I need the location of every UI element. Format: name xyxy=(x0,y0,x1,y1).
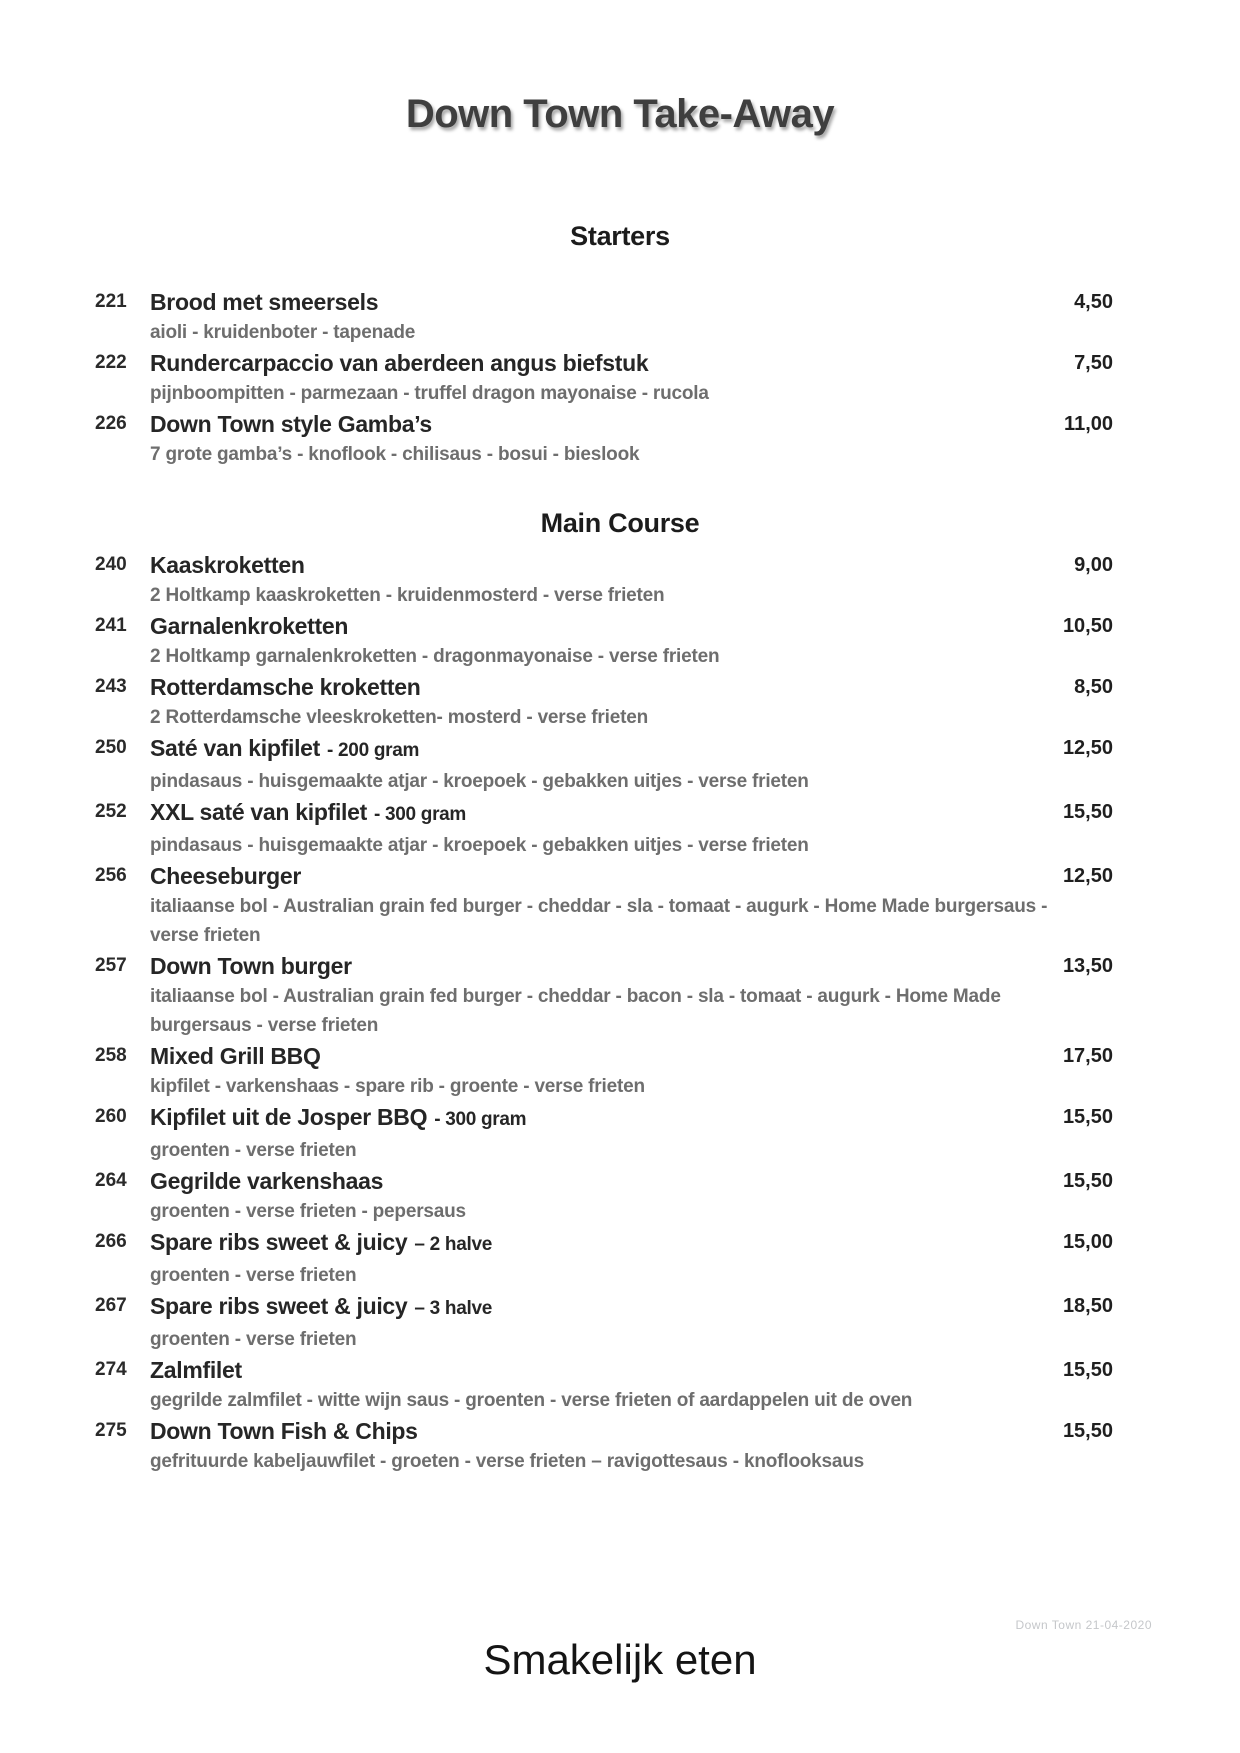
item-price: 12,50 xyxy=(1062,865,1113,887)
item-price: 18,50 xyxy=(1062,1295,1113,1317)
item-description: pijnboompitten - parmezaan - truffel dragon mayonaise - rucola xyxy=(150,383,709,404)
menu-item-row xyxy=(95,950,1113,982)
menu-section xyxy=(0,507,1240,1476)
menu-item-row xyxy=(95,286,1113,318)
item-number: 275 xyxy=(95,1420,127,1441)
item-name xyxy=(150,408,432,440)
item-description: 2 Holtkamp kaaskroketten - kruidenmosterd - verse frieten xyxy=(150,585,665,606)
item-price: 4,50 xyxy=(1074,291,1113,313)
item-number: 257 xyxy=(95,955,127,976)
menu-item-row xyxy=(95,671,1113,703)
item-description: groenten - verse frieten xyxy=(150,1329,357,1350)
item-name-text: Gegrilde varkenshaas xyxy=(150,1168,384,1194)
item-name xyxy=(150,286,378,318)
menu-item xyxy=(0,732,1240,796)
item-name-suffix: - 300 gram xyxy=(373,804,467,825)
item-name xyxy=(150,1290,492,1325)
section-items xyxy=(0,549,1240,1476)
item-name-text: Spare ribs sweet & juicy xyxy=(150,1229,408,1255)
menu-item xyxy=(0,1226,1240,1290)
item-name xyxy=(150,950,352,982)
item-name-text: Spare ribs sweet & juicy xyxy=(150,1293,408,1319)
item-price: 10,50 xyxy=(1062,615,1113,637)
menu-item xyxy=(0,1165,1240,1226)
menu-item-row xyxy=(95,1165,1113,1197)
item-number: 226 xyxy=(95,413,127,434)
item-description: italiaanse bol - Australian grain fed burger - cheddar - sla - tomaat - augurk - Home Made burgersaus - verse frieten xyxy=(150,896,1048,946)
menu-item xyxy=(0,1040,1240,1101)
item-name xyxy=(150,549,305,581)
item-name xyxy=(150,1415,418,1447)
menu-item xyxy=(0,286,1240,347)
menu-item xyxy=(0,1101,1240,1165)
item-name-suffix: - 300 gram xyxy=(434,1109,527,1130)
item-name xyxy=(150,610,348,642)
item-description: groenten - verse frieten xyxy=(150,1265,357,1286)
menu-item-row xyxy=(95,796,1113,831)
item-description: 2 Rotterdamsche vleeskroketten- mosterd - verse frieten xyxy=(150,707,648,728)
menu-item-row xyxy=(95,1415,1113,1447)
item-name xyxy=(150,347,648,379)
item-name-text: Rundercarpaccio van aberdeen angus biefstuk xyxy=(150,350,649,376)
menu-section xyxy=(0,220,1240,469)
menu-item-row xyxy=(95,732,1113,767)
item-name-text: Cheeseburger xyxy=(150,863,302,889)
item-description: groenten - verse frieten xyxy=(150,1140,357,1161)
item-name-suffix: - 200 gram xyxy=(327,740,420,761)
item-number: 274 xyxy=(95,1359,127,1380)
item-name-text: Down Town style Gamba’s xyxy=(150,411,432,437)
item-price: 15,50 xyxy=(1062,1359,1113,1381)
item-price: 15,50 xyxy=(1062,1420,1113,1442)
item-name xyxy=(150,1354,242,1386)
item-name-text: Down Town Fish & Chips xyxy=(150,1418,418,1444)
item-number: 267 xyxy=(95,1295,127,1316)
document-note: Down Town 21-04-2020 xyxy=(1015,1618,1152,1632)
item-name xyxy=(150,1040,321,1072)
item-description: pindasaus - huisgemaakte atjar - kroepoek - gebakken uitjes - verse frieten xyxy=(150,835,809,856)
menu-item xyxy=(0,950,1240,1040)
item-name-suffix: – 2 halve xyxy=(414,1234,492,1255)
item-price: 13,50 xyxy=(1062,955,1113,977)
item-name-text: Saté van kipfilet xyxy=(150,735,321,761)
menu-item xyxy=(0,347,1240,408)
item-name xyxy=(150,1101,526,1136)
item-price: 15,50 xyxy=(1062,1170,1113,1192)
item-price: 9,00 xyxy=(1074,554,1113,576)
item-name-text: Mixed Grill BBQ xyxy=(150,1043,321,1069)
item-description: aioli - kruidenboter - tapenade xyxy=(150,322,416,343)
item-name-suffix: – 3 halve xyxy=(414,1298,492,1319)
item-description: pindasaus - huisgemaakte atjar - kroepoek - gebakken uitjes - verse frieten xyxy=(150,771,809,792)
menu-item-row xyxy=(95,1226,1113,1261)
item-price: 12,50 xyxy=(1062,737,1113,759)
menu-item xyxy=(0,860,1240,950)
item-name xyxy=(150,796,466,831)
item-number: 243 xyxy=(95,676,127,697)
section-heading: Main Course xyxy=(540,508,700,538)
item-name-text: Zalmfilet xyxy=(150,1357,242,1383)
menu-item xyxy=(0,1290,1240,1354)
menu-item xyxy=(0,1415,1240,1476)
item-number: 258 xyxy=(95,1045,127,1066)
item-name xyxy=(150,732,419,767)
item-price: 8,50 xyxy=(1074,676,1113,698)
menu-item-row xyxy=(95,347,1113,379)
menu-item-row xyxy=(95,1040,1113,1072)
item-name xyxy=(150,860,301,892)
item-number: 266 xyxy=(95,1231,127,1252)
item-price: 11,00 xyxy=(1064,413,1113,435)
menu-item-row xyxy=(95,610,1113,642)
item-name-text: Down Town burger xyxy=(150,953,352,979)
item-number: 222 xyxy=(95,352,127,373)
menu-item-row xyxy=(95,1290,1113,1325)
item-name-text: Rotterdamsche kroketten xyxy=(150,674,421,700)
item-price: 15,00 xyxy=(1062,1231,1113,1253)
item-number: 240 xyxy=(95,554,127,575)
item-price: 15,50 xyxy=(1062,1106,1113,1128)
item-name xyxy=(150,671,420,703)
menu-item xyxy=(0,610,1240,671)
menu-sections xyxy=(0,220,1240,1476)
item-name-text: Kipfilet uit de Josper BBQ xyxy=(150,1104,428,1130)
item-number: 252 xyxy=(95,801,127,822)
menu-item-row xyxy=(95,1354,1113,1386)
item-number: 264 xyxy=(95,1170,127,1191)
item-description: gegrilde zalmfilet - witte wijn saus - groenten - verse frieten of aardappelen uit de oven xyxy=(150,1390,913,1411)
page-title: Down Town Take-Away xyxy=(405,92,835,136)
item-description: groenten - verse frieten - pepersaus xyxy=(150,1201,466,1222)
item-name xyxy=(150,1226,492,1261)
item-price: 7,50 xyxy=(1074,352,1113,374)
item-name-text: Brood met smeersels xyxy=(150,289,379,315)
menu-item xyxy=(0,1354,1240,1415)
footer-message: Smakelijk eten xyxy=(483,1636,757,1683)
menu-item xyxy=(0,549,1240,610)
menu-item xyxy=(0,671,1240,732)
item-number: 241 xyxy=(95,615,127,636)
item-price: 17,50 xyxy=(1062,1045,1113,1067)
item-price: 15,50 xyxy=(1062,801,1113,823)
menu-item-row xyxy=(95,549,1113,581)
item-description: gefrituurde kabeljauwfilet - groeten - verse frieten – ravigottesaus - knoflooksaus xyxy=(150,1451,865,1472)
item-description: kipfilet - varkenshaas - spare rib - groente - verse frieten xyxy=(150,1076,645,1097)
item-number: 250 xyxy=(95,737,127,758)
item-name xyxy=(150,1165,383,1197)
menu-item xyxy=(0,796,1240,860)
item-name-text: Kaaskroketten xyxy=(150,552,305,578)
menu-item xyxy=(0,408,1240,469)
item-name-text: XXL saté van kipfilet xyxy=(150,799,367,825)
item-name-text: Garnalenkroketten xyxy=(150,613,349,639)
item-description: 7 grote gamba’s - knoflook - chilisaus - bosui - bieslook xyxy=(150,444,640,465)
section-heading: Starters xyxy=(570,221,670,251)
menu-item-row xyxy=(95,1101,1113,1136)
item-number: 260 xyxy=(95,1106,127,1127)
item-number: 256 xyxy=(95,865,127,886)
item-description: 2 Holtkamp garnalenkroketten - dragonmayonaise - verse frieten xyxy=(150,646,720,667)
section-items xyxy=(0,286,1240,469)
item-number: 221 xyxy=(95,291,127,312)
menu-item-row xyxy=(95,860,1113,892)
menu-item-row xyxy=(95,408,1113,440)
item-description: italiaanse bol - Australian grain fed burger - cheddar - bacon - sla - tomaat - augurk - Home Made burgersaus - verse frieten xyxy=(150,986,1001,1036)
